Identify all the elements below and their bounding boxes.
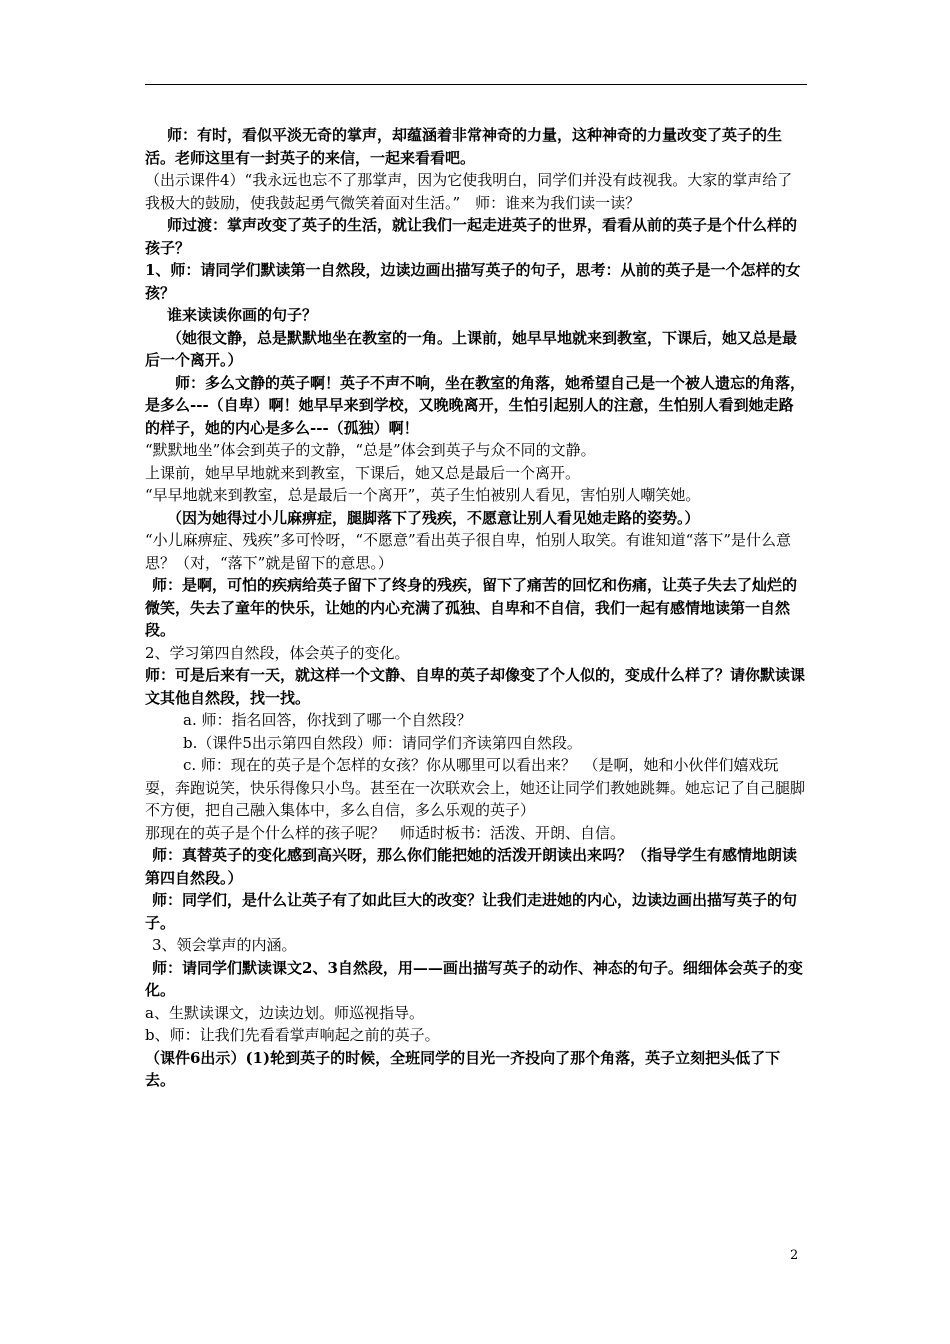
- paragraph: “默默地坐”体会到英子的文静，“总是”体会到英子与众不同的文静。: [145, 441, 596, 459]
- paragraph: 那现在的英子是个什么样的孩子呢？ 师适时板书：活泼、开朗、自信。: [145, 823, 626, 842]
- paragraph: 师：多么文静的英子啊！英子不声不响，坐在教室的角落，她希望自己是一个被人遗忘的角落，是多么---（自卑）啊！她早早来到学校，又晚晚离开，生怕引起别人的注意，生怕别人看到她走路的样子，她的内心是多么---（孤独）啊！: [145, 373, 806, 437]
- paragraph: 2、学习第四自然段，体会英子的变化。: [145, 643, 410, 662]
- paragraph: 谁来读读你画的句子？: [167, 306, 318, 324]
- page-number: 2: [790, 1248, 799, 1263]
- paragraph: （课件6出示）(1)轮到英子的时候，全班同学的目光一齐投向了那个角落，英子立刻把头低了下去。: [145, 1048, 781, 1089]
- paragraph: 师：请同学们默读课文2、3自然段，用——画出描写英子的动作、神态的句子。细细体会英子的变化。: [145, 958, 803, 999]
- paragraph: 师：是啊，可怕的疾病给英子留下了终身的残疾，留下了痛苦的回忆和伤痛，让英子失去了灿烂的微笑，失去了童年的快乐，让她的内心充满了孤独、自卑和不自信，我们一起有感情地读第一自然段。: [145, 576, 798, 639]
- header-rule: [145, 84, 807, 85]
- document-body: [145, 124, 807, 1092]
- paragraph: 师：可是后来有一天，就这样一个文静、自卑的英子却像变了个人似的，变成什么样了？请你默读课文其他自然段，找一找。: [145, 666, 806, 707]
- paragraph: 3、领会掌声的内涵。: [152, 936, 297, 954]
- paragraph: b、师：让我们先看看掌声响起之前的英子。: [145, 1026, 440, 1044]
- paragraph: 师：真替英子的变化感到高兴呀，那么你们能把她的活泼开朗读出来吗？（指导学生有感情地朗读第四自然段。）: [145, 846, 798, 887]
- paragraph: 师：同学们，是什么让英子有了如此巨大的改变？让我们走进她的内心，边读边画出描写英子的句子。: [145, 891, 798, 932]
- paragraph: “小儿麻痹症、残疾”多可怜呀，“不愿意”看出英子很自卑，怕别人取笑。有谁知道“落下”是什么意思？（对，“落下”就是留下的意思。）: [145, 531, 792, 572]
- paragraph: （因为她得过小儿麻痹症，腿脚落下了残疾，不愿意让别人看见她走路的姿势。）: [167, 508, 700, 527]
- paragraph: （出示课件4）“我永远也忘不了那掌声，因为它使我明白，同学们并没有歧视我。大家的掌声给了我极大的鼓励，使我鼓起勇气微笑着面对生活。” 师：谁来为我们读一读？: [145, 171, 793, 212]
- paragraph: “早早地就来到教室，总是最后一个离开”，英子生怕被别人看见，害怕别人嘲笑她。: [145, 486, 701, 504]
- paragraph: 师：有时，看似平淡无奇的掌声，却蕴涵着非常神奇的力量，这种神奇的力量改变了英子的生活。老师这里有一封英子的来信，一起来看看吧。: [145, 126, 783, 167]
- list-item: a. 师：指名回答，你找到了哪一个自然段？: [183, 711, 472, 729]
- paragraph: 上课前，她早早地就来到教室，下课后，她又总是最后一个离开。: [145, 463, 581, 482]
- paragraph: （她很文静，总是默默地坐在教室的一角。上课前，她早早地就来到教室，下课后，她又总是最后一个离开。）: [145, 328, 798, 369]
- paragraph: 师过渡：掌声改变了英子的生活，就让我们一起走进英子的世界，看看从前的英子是个什么样的孩子？: [145, 216, 798, 257]
- paragraph: a、生默读课文，边读边划。师巡视指导。: [145, 1003, 424, 1022]
- paragraph: 1、师：请同学们默读第一自然段，边读边画出描写英子的句子，思考：从前的英子是一个怎样的女孩？: [145, 261, 801, 302]
- list-item: c. 师：现在的英子是个怎样的女孩？你从哪里可以看出来？ （是啊，她和小伙伴们嬉戏玩耍，奔跑说笑，快乐得像只小鸟。甚至在一次联欢会上，她还让同学们教她跳舞。她忘记了自己腿脚不方便，把自己融入集体中，多么自信，多么乐观的英子）: [145, 756, 806, 819]
- list-item: b.（课件5出示第四自然段）师：请同学们齐读第四自然段。: [183, 733, 582, 752]
